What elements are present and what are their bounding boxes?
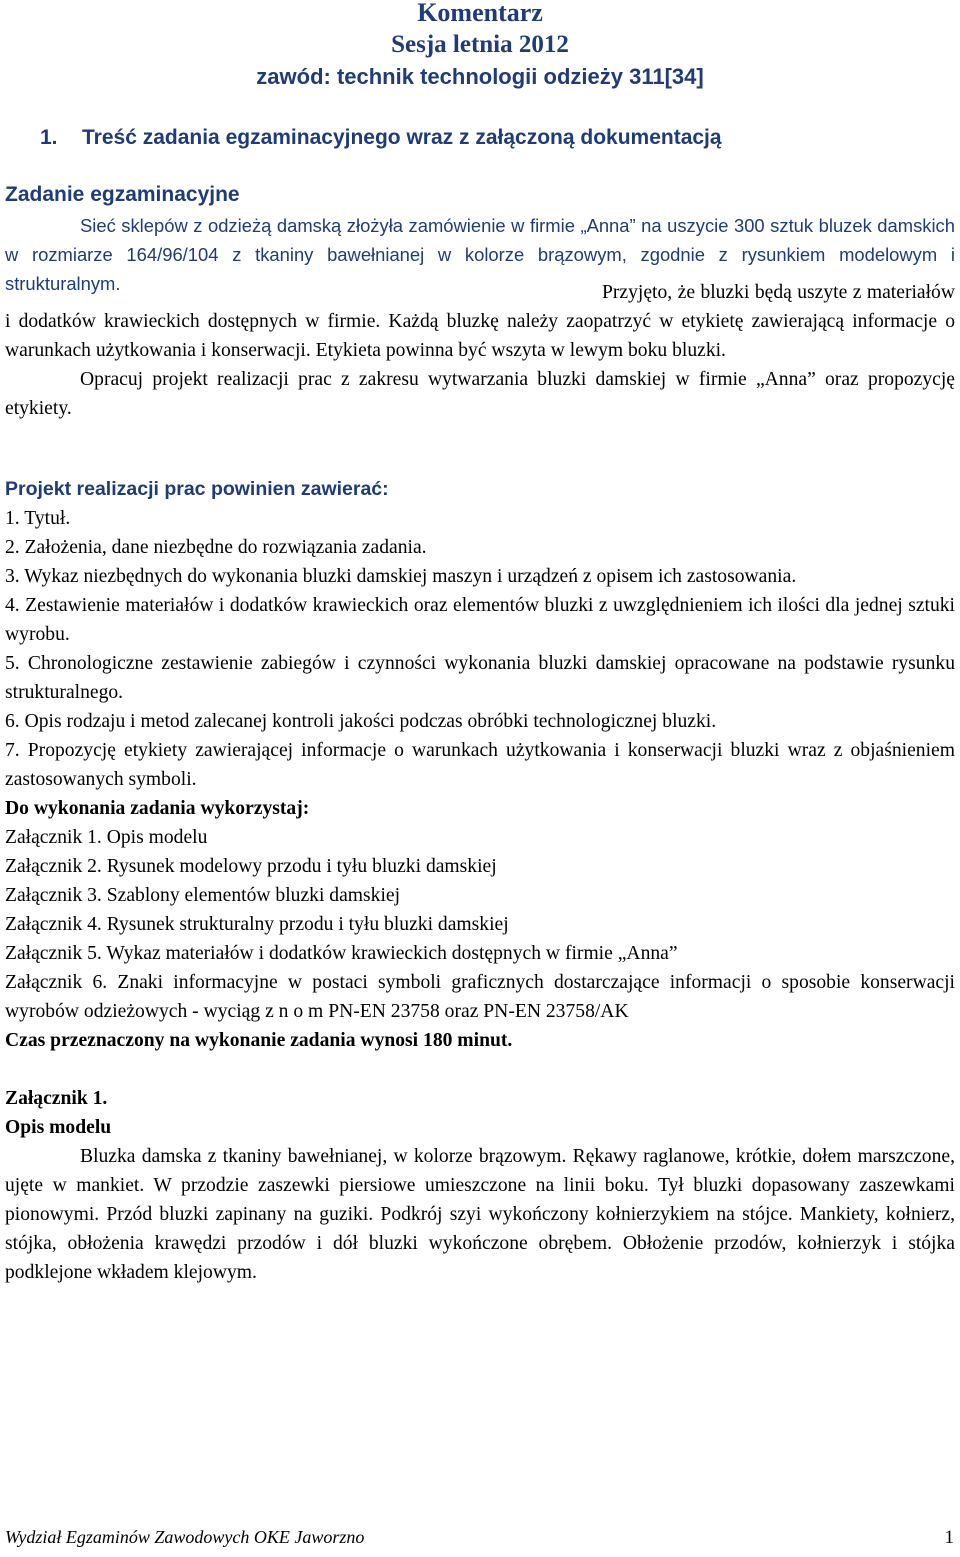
annex-heading: Załącznik 1. <box>5 1088 108 1109</box>
task-description <box>5 211 955 294</box>
section-heading <box>40 126 960 150</box>
section-number: 1. <box>40 126 58 149</box>
project-item: 6. Opis rodzaju i metod zalecanej kontroli jakości podczas obróbki technologicznej bluzki. <box>5 711 717 732</box>
task-paragraph-2: Opracuj projekt realizacji prac z zakresu wytwarzania bluzki damskiej w firmie „Anna” oraz propozycję etykiety. <box>5 369 955 419</box>
attachment-item: Załącznik 5. Wykaz materiałów i dodatków krawieckich dostępnych w firmie „Anna” <box>5 943 678 964</box>
task-paragraph-1-continuation: Przyjęto, że bluzki będą uszyte z materiałów i dodatków krawieckich dostępnych w firmie. Każdą bluzkę należy zaopatrzyć w etykietę zawierającą informacje o warunkach użytkowania i konserwacji. Etykieta powinna być wszyta w lewym boku bluzki. <box>5 282 955 361</box>
footer-institution: Wydział Egzaminów Zawodowych OKE Jaworzno <box>5 1527 365 1547</box>
task-paragraph-block <box>5 278 955 423</box>
attachment-item: Załącznik 3. Szablony elementów bluzki damskiej <box>5 885 401 906</box>
section-title: Treść zadania egzaminacyjnego wraz z załączoną dokumentacją <box>82 126 722 149</box>
document-title: Komentarz <box>417 0 543 27</box>
attachment-item: Załącznik 2. Rysunek modelowy przodu i tyłu bluzki damskiej <box>5 856 497 877</box>
project-item: 1. Tytuł. <box>5 508 71 529</box>
spacer <box>5 1055 955 1084</box>
session-title: Sesja letnia 2012 <box>391 31 569 58</box>
project-item: 3. Wykaz niezbędnych do wykonania bluzki damskiej maszyn i urządzeń z opisem ich zastosowania. <box>5 566 797 587</box>
annex-body: Bluzka damska z tkaniny bawełnianej, w kolorze brązowym. Rękawy raglanowe, krótkie, dołem marszczone, ujęte w mankiet. W przodzie zaszewki piersiowe umieszczone na linii boku. Tył bluzki dopasowany zaszewkami pionowymi. Przód bluzki zapinany na guziki. Podkrój szyi wykończony kołnierzykiem na stójce. Mankiety, kołnierz, stójka, obłożenia krawędzi przodów i dół bluzki wykończone obrębem. Obłożenie przodów, kołnierzyk i stójka podklejone wkładem klejowym. <box>5 1146 955 1283</box>
project-item: 5. Chronologiczne zestawienie zabiegów i czynności wykonania bluzki damskiej opracowane na podstawie rysunku strukturalnego. <box>5 653 955 703</box>
task-heading: Zadanie egzaminacyjne <box>5 183 240 206</box>
page-number: 1 <box>944 1527 954 1548</box>
project-section <box>5 475 955 1287</box>
project-item: 7. Propozycję etykiety zawierającej informacje o warunkach użytkowania i konserwacji bluzki wraz z objaśnieniem zastosowanych symboli. <box>5 740 955 790</box>
attachment-item: Załącznik 1. Opis modelu <box>5 827 208 848</box>
project-heading: Projekt realizacji prac powinien zawierać: <box>5 478 389 500</box>
attachment-item: Załącznik 4. Rysunek strukturalny przodu i tyłu bluzki damskiej <box>5 914 509 935</box>
attachments-heading: Do wykonania zadania wykorzystaj: <box>5 798 310 819</box>
profession-title: zawód: technik technologii odzieży 311[34] <box>256 64 704 89</box>
attachment-item: Załącznik 6. Znaki informacyjne w postaci symboli graficznych dostarczające informacji o sposobie konserwacji wyrobów odzieżowych - wyciąg z n o m PN-EN 23758 oraz PN-EN 23758/AK <box>5 972 955 1022</box>
time-note: Czas przeznaczony na wykonanie zadania wynosi 180 minut. <box>5 1030 513 1051</box>
project-item: 4. Zestawienie materiałów i dodatków krawieckich oraz elementów bluzki z uwzględnieniem ich ilości dla jednej sztuki wyrobu. <box>5 595 955 645</box>
annex-subheading: Opis modelu <box>5 1117 112 1138</box>
project-item: 2. Założenia, dane niezbędne do rozwiązania zadania. <box>5 537 427 558</box>
task-paragraph-1: Sieć sklepów z odzieżą damską złożyła zamówienie w firmie „Anna” na uszycie 300 sztuk bluzek damskich w rozmiarze 164/96/104 z tkaniny bawełnianej w kolorze brązowym, zgodnie z rysunkiem modelowym i strukturalnym. <box>5 215 955 294</box>
